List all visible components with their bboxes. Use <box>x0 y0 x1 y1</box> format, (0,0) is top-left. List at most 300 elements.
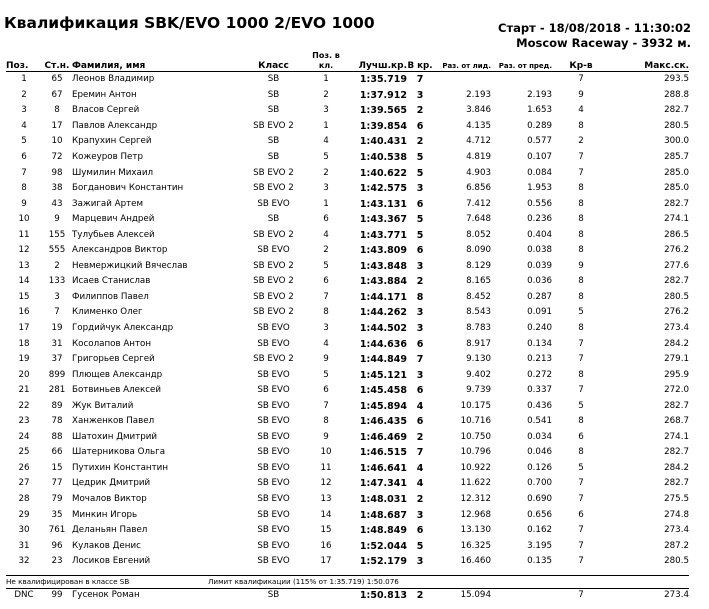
cell-name: Ботвиньев Алексей <box>72 385 161 396</box>
cell-name: Александров Виктор <box>72 245 168 256</box>
col-in-lap: В кр. <box>407 50 433 72</box>
cell-name: Шатерникова Ольга <box>72 447 166 458</box>
cell-best: 1:40.431 <box>359 136 407 148</box>
cell-num: 96 <box>51 540 63 551</box>
start-time: Старт - 18/08/2018 - 11:30:02 <box>498 21 691 35</box>
cell-gap-prev: 0.541 <box>527 416 552 427</box>
cell-max-speed: 282.7 <box>664 447 689 458</box>
cell-best: 1:52.044 <box>359 540 407 552</box>
cell-in-lap: 3 <box>416 369 424 381</box>
cell-best: 1:45.894 <box>359 400 407 412</box>
cell-gap-prev: 2.193 <box>527 89 552 100</box>
cell-best: 1:35.719 <box>359 74 407 86</box>
cell-in-lap: 7 <box>416 74 424 86</box>
cell-gap-prev: 0.656 <box>527 509 552 520</box>
cell-class: SB <box>267 136 280 147</box>
cell-class: SB EVO 2 <box>253 291 294 302</box>
cell-laps: 7 <box>578 494 584 505</box>
cell-gap-leader: 11.622 <box>460 478 491 489</box>
cell-max-speed: 276.2 <box>664 307 689 318</box>
cell-class: SB EVO <box>257 198 290 209</box>
cell-max-speed: 274.1 <box>664 214 689 225</box>
header-row <box>6 50 689 72</box>
cell-best: 1:44.262 <box>359 307 407 319</box>
cell-pos: 13 <box>18 260 30 271</box>
cell-best: 1:46.469 <box>359 431 407 443</box>
cell-best: 1:43.367 <box>359 214 407 226</box>
cell-name: Невмержицкий Вячеслав <box>72 260 188 271</box>
cell-laps: 8 <box>578 291 584 302</box>
cell-pos: 3 <box>21 105 27 116</box>
cell-class-pos: 2 <box>323 245 329 256</box>
cell-class: SB <box>267 152 280 162</box>
cell-in-lap: 2 <box>416 136 424 148</box>
cell-name: Кожеуров Петр <box>72 152 143 162</box>
cell-best: 1:48.031 <box>359 494 407 506</box>
cell-pos: 27 <box>18 478 30 489</box>
cell-pos: 7 <box>21 167 27 178</box>
cell-pos: 5 <box>21 136 27 147</box>
cell-gap-prev: 0.240 <box>527 323 552 334</box>
cell-name: Плющев Александр <box>72 369 163 380</box>
cell-pos: 9 <box>21 198 27 209</box>
cell-num: 37 <box>51 354 63 365</box>
cell-max-speed: 274.1 <box>664 431 689 442</box>
cell-gap-leader: 4.819 <box>466 152 491 162</box>
dnc-table <box>6 587 689 603</box>
cell-laps: 8 <box>578 120 584 131</box>
cell-gap-leader: 8.452 <box>466 291 491 302</box>
cell-class-pos: 1 <box>323 74 329 85</box>
cell-pos: 17 <box>18 323 30 334</box>
cell-class: SB EVO 2 <box>253 307 294 318</box>
cell-num: 23 <box>51 556 63 567</box>
cell-class: SB EVO <box>257 478 290 489</box>
cell-best: 1:44.849 <box>359 354 407 366</box>
result-row <box>6 103 689 119</box>
cell-gap-prev: 0.084 <box>527 167 552 178</box>
cell-in-lap: 5 <box>416 152 424 163</box>
cell-max-speed: 280.5 <box>664 120 689 131</box>
cell-name: Крапухин Сергей <box>72 136 152 147</box>
cell-num: 17 <box>51 120 63 131</box>
cell-gap-prev <box>491 72 552 88</box>
cell-gap-prev: 0.700 <box>527 478 552 489</box>
cell-best: 1:44.171 <box>359 291 407 303</box>
cell-pos: 15 <box>18 291 30 302</box>
cell-class-pos: 7 <box>323 291 329 302</box>
result-row <box>6 321 689 337</box>
cell-pos: 32 <box>18 556 30 567</box>
col-name: Фамилия, имя <box>72 50 242 72</box>
result-row <box>6 336 689 352</box>
cell-class: SB EVO 2 <box>253 183 294 194</box>
cell-best: 1:47.341 <box>359 478 407 490</box>
cell-class-pos: 4 <box>323 338 329 349</box>
cell-best: 1:37.912 <box>359 89 407 101</box>
cell-best: 1:46.435 <box>359 416 407 428</box>
cell-best: 1:40.538 <box>359 152 407 163</box>
result-row <box>6 150 689 166</box>
cell-pos: 18 <box>18 338 30 349</box>
cell-laps: 7 <box>578 525 584 536</box>
cell-in-lap: 6 <box>416 245 424 257</box>
cell-pos: 21 <box>18 385 30 396</box>
cell-num: 79 <box>51 494 63 505</box>
cell-laps: 4 <box>578 105 584 116</box>
result-row <box>6 165 689 181</box>
cell-class-pos: 5 <box>323 369 329 380</box>
cell-in-lap: 4 <box>416 400 424 412</box>
cell-gap-prev: 0.135 <box>527 556 552 567</box>
cell-num: 89 <box>51 400 63 411</box>
cell-num: 98 <box>51 167 63 178</box>
cell-class-pos: 1 <box>323 198 329 209</box>
cell-gap-prev: 0.162 <box>527 525 552 536</box>
result-row <box>6 274 689 290</box>
cell-gap-leader: 9.402 <box>466 369 491 380</box>
cell-gap-prev: 0.213 <box>527 354 552 365</box>
cell-class: SB EVO <box>257 509 290 520</box>
cell-num: 3 <box>54 291 60 302</box>
cell-class: SB EVO <box>257 540 290 551</box>
cell-gap-leader: 9.130 <box>466 354 491 365</box>
cell-max-speed: 293.5 <box>664 74 689 85</box>
result-row <box>6 523 689 539</box>
cell-num: 155 <box>48 229 66 240</box>
cell-num: 19 <box>51 323 63 334</box>
cell-class-pos: 2 <box>323 167 329 178</box>
cell-gap-prev: 0.289 <box>527 120 552 131</box>
cell-name: Деланьян Павел <box>72 525 148 536</box>
cell-class: SB <box>267 105 280 116</box>
cell-laps: 8 <box>578 183 584 194</box>
cell-class: SB EVO 2 <box>253 120 294 131</box>
cell-num: 2 <box>54 260 60 271</box>
cell-max-speed: 287.2 <box>664 540 689 551</box>
cell-in-lap: 5 <box>416 540 424 552</box>
cell-in-lap: 3 <box>416 509 424 521</box>
cell-class: SB EVO 2 <box>253 276 294 287</box>
cell-class: SB <box>267 89 280 100</box>
cell-best: 1:43.848 <box>359 260 407 272</box>
cell-best: 1:44.636 <box>359 338 407 350</box>
col-class: Класс <box>242 50 305 72</box>
not-qualified-note: Не квалифицирован в классе SB <box>6 577 130 586</box>
cell-in-lap: 4 <box>416 478 424 490</box>
cell-class-pos: 5 <box>323 260 329 271</box>
cell-pos: 24 <box>18 431 30 442</box>
cell-num: 38 <box>51 183 63 194</box>
cell-max-speed: 275.5 <box>664 494 689 505</box>
cell-class: SB EVO <box>257 400 290 411</box>
cell-best: 1:43.771 <box>359 229 407 241</box>
col-gap-leader: Раз. от лид. <box>433 50 491 72</box>
cell-best: 1:45.121 <box>359 369 407 381</box>
cell-class-pos: 6 <box>323 276 329 287</box>
cell-gap-leader: 10.716 <box>460 416 491 427</box>
cell-laps: 6 <box>578 431 584 442</box>
cell-gap-leader: 8.165 <box>466 276 491 287</box>
cell-max-speed: 284.2 <box>664 462 689 473</box>
cell-gap-leader: 12.312 <box>460 494 491 505</box>
cell-max-speed: 274.8 <box>664 509 689 520</box>
cell-num: 88 <box>51 431 63 442</box>
cell-class: SB EVO <box>257 447 290 458</box>
cell-max-speed: 282.7 <box>664 105 689 116</box>
cell-pos: 1 <box>21 74 27 85</box>
result-row <box>6 227 689 243</box>
page-title: Квалификация SBK/EVO 1000 2/EVO 1000 <box>4 14 375 32</box>
cell-class-pos: 14 <box>320 509 332 520</box>
cell-pos: 30 <box>18 525 30 536</box>
cell-in-lap: 5 <box>416 167 424 179</box>
cell-name: Кулаков Денис <box>72 540 141 551</box>
cell-best: 1:50.813 <box>359 589 407 601</box>
cell-pos: 2 <box>21 89 27 100</box>
cell-name: Мочалов Виктор <box>72 494 147 505</box>
result-row <box>6 383 689 399</box>
cell-class: SB EVO 2 <box>253 354 294 365</box>
cell-name: Леонов Владимир <box>72 74 155 85</box>
cell-pos: 25 <box>18 447 30 458</box>
cell-laps: 8 <box>578 245 584 256</box>
cell-max-speed: 282.7 <box>664 276 689 287</box>
cell-num: 66 <box>51 447 63 458</box>
cell-class: SB <box>267 74 280 85</box>
cell-name: Минкин Игорь <box>72 509 138 520</box>
cell-gap-prev: 0.046 <box>527 447 552 458</box>
cell-name: Богданович Константин <box>72 183 184 194</box>
cell-laps: 7 <box>578 556 584 567</box>
cell-gap-leader: 8.129 <box>466 260 491 271</box>
cell-laps: 8 <box>578 323 584 334</box>
cell-best: 1:46.515 <box>359 447 407 459</box>
cell-name: Павлов Александр <box>72 120 158 131</box>
cell-gap-prev: 0.034 <box>527 431 552 442</box>
cell-pos: 12 <box>18 245 30 256</box>
cell-max-speed: 282.7 <box>664 198 689 209</box>
cell-class: SB EVO <box>257 323 290 334</box>
result-row <box>6 259 689 275</box>
cell-in-lap: 2 <box>416 276 424 288</box>
result-row <box>6 305 689 321</box>
cell-gap-prev: 0.404 <box>527 229 552 240</box>
cell-laps: 8 <box>578 214 584 225</box>
cell-class: SB EVO <box>257 416 290 427</box>
cell-max-speed: 280.5 <box>664 556 689 567</box>
cell-class: SB EVO <box>257 462 290 473</box>
cell-best: 1:43.131 <box>359 198 407 210</box>
cell-max-speed: 276.2 <box>664 245 689 256</box>
cell-class-pos: 4 <box>323 136 329 147</box>
cell-num: 8 <box>54 105 60 116</box>
cell-gap-leader: 8.783 <box>466 323 491 334</box>
cell-class-pos <box>305 587 347 603</box>
cell-name: Жук Виталий <box>72 400 134 411</box>
cell-class-pos: 9 <box>323 354 329 365</box>
cell-num: 35 <box>51 509 63 520</box>
cell-laps: 9 <box>578 89 584 100</box>
cell-num: 9 <box>54 214 60 225</box>
col-pos: Поз. <box>6 50 42 72</box>
result-row <box>6 243 689 259</box>
result-row <box>6 367 689 383</box>
cell-laps: 7 <box>578 152 584 162</box>
cell-max-speed: 300.0 <box>664 136 689 147</box>
cell-max-speed: 279.1 <box>664 354 689 365</box>
cell-gap-leader: 4.903 <box>466 167 491 178</box>
cell-class: SB EVO <box>257 525 290 536</box>
cell-pos: 29 <box>18 509 30 520</box>
cell-gap-prev: 0.556 <box>527 198 552 209</box>
cell-num: 761 <box>48 525 66 536</box>
cell-max-speed: 272.0 <box>664 385 689 396</box>
cell-name: Григорьев Сергей <box>72 354 155 365</box>
cell-max-speed: 268.7 <box>664 416 689 427</box>
cell-laps: 9 <box>578 260 584 271</box>
cell-in-lap: 6 <box>416 198 424 210</box>
cell-in-lap: 7 <box>416 354 424 366</box>
cell-num: 99 <box>51 589 63 600</box>
cell-pos: 19 <box>18 354 30 365</box>
cell-num: 133 <box>48 276 66 287</box>
result-row <box>6 445 689 461</box>
result-row <box>6 538 689 554</box>
cell-num: 31 <box>51 338 63 349</box>
cell-laps: 7 <box>578 167 584 178</box>
cell-in-lap: 3 <box>416 183 424 195</box>
cell-gap-leader: 15.094 <box>460 589 491 600</box>
cell-laps: 5 <box>578 400 584 411</box>
col-best: Лучш.кр. <box>347 50 407 72</box>
cell-gap-leader: 8.052 <box>466 229 491 240</box>
cell-max-speed: 282.7 <box>664 478 689 489</box>
cell-class-pos: 13 <box>320 494 332 505</box>
cell-gap-leader: 6.856 <box>466 183 491 194</box>
cell-pos: DNC <box>14 589 34 600</box>
cell-in-lap: 3 <box>416 307 424 319</box>
cell-best: 1:42.575 <box>359 183 407 195</box>
result-row <box>6 461 689 477</box>
cell-gap-prev: 0.690 <box>527 494 552 505</box>
cell-in-lap: 3 <box>416 260 424 272</box>
cell-class-pos: 6 <box>323 214 329 225</box>
cell-laps: 8 <box>578 229 584 240</box>
cell-gap-prev: 0.134 <box>527 338 552 349</box>
cell-gap-leader: 4.135 <box>466 120 491 131</box>
cell-pos: 20 <box>18 369 30 380</box>
cell-laps: 7 <box>578 478 584 489</box>
cell-gap-prev: 1.953 <box>527 183 552 194</box>
cell-best: 1:48.687 <box>359 509 407 521</box>
cell-class: SB <box>267 214 280 225</box>
cell-gap-prev: 0.577 <box>527 136 552 147</box>
cell-laps: 5 <box>578 307 584 318</box>
cell-class: SB EVO 2 <box>253 167 294 178</box>
cell-class-pos: 9 <box>323 431 329 442</box>
result-row <box>6 352 689 368</box>
col-gap-prev: Раз. от пред. <box>491 50 552 72</box>
cell-gap-prev: 0.236 <box>527 214 552 225</box>
result-row <box>6 398 689 414</box>
cell-name: Шумилин Михаил <box>72 167 154 178</box>
cell-num: 43 <box>51 198 63 209</box>
cell-name: Шатохин Дмитрий <box>72 431 158 442</box>
cell-max-speed: 273.4 <box>664 323 689 334</box>
cell-max-speed: 285.0 <box>664 167 689 178</box>
cell-pos: 4 <box>21 120 27 131</box>
cell-in-lap: 2 <box>416 431 424 443</box>
cell-gap-prev: 1.653 <box>527 105 552 116</box>
cell-in-lap: 6 <box>416 120 424 132</box>
cell-gap-leader <box>433 72 491 88</box>
cell-laps: 7 <box>578 385 584 396</box>
result-row <box>6 476 689 492</box>
cell-num: 10 <box>51 136 63 147</box>
cell-class-pos: 11 <box>320 462 332 473</box>
result-row <box>6 507 689 523</box>
cell-class: SB EVO <box>257 431 290 442</box>
cell-pos: 10 <box>18 214 30 225</box>
cell-in-lap: 3 <box>416 556 424 568</box>
result-row <box>6 290 689 306</box>
result-row <box>6 430 689 446</box>
cell-class: SB EVO <box>257 369 290 380</box>
cell-name: Лосиков Евгений <box>72 556 151 567</box>
cell-gap-leader: 12.968 <box>460 509 491 520</box>
cell-max-speed: 284.2 <box>664 338 689 349</box>
cell-max-speed: 295.9 <box>664 369 689 380</box>
cell-name: Зажигай Артем <box>72 198 144 209</box>
cell-in-lap: 2 <box>416 105 424 117</box>
cell-pos: 6 <box>21 152 27 162</box>
cell-gap-leader: 8.543 <box>466 307 491 318</box>
cell-gap-leader: 4.712 <box>466 136 491 147</box>
cell-laps: 7 <box>578 589 584 600</box>
cell-class: SB EVO 2 <box>253 260 294 271</box>
session-info <box>498 21 691 51</box>
cell-laps: 2 <box>578 136 584 147</box>
result-row <box>6 414 689 430</box>
cell-in-lap: 5 <box>416 229 424 241</box>
col-num: Ст.н. <box>42 50 72 72</box>
cell-in-lap: 6 <box>416 525 424 537</box>
cell-gap-leader: 16.460 <box>460 556 491 567</box>
cell-class-pos: 3 <box>323 323 329 334</box>
cell-max-speed: 288.8 <box>664 89 689 100</box>
cell-name: Тулубьев Алексей <box>72 229 155 240</box>
cell-name: Власов Сергей <box>72 105 140 116</box>
cell-class: SB EVO <box>257 338 290 349</box>
cell-class-pos: 17 <box>320 556 332 567</box>
cell-num: 555 <box>48 245 66 256</box>
cell-best: 1:45.458 <box>359 385 407 397</box>
cell-in-lap: 5 <box>416 214 424 226</box>
cell-class-pos: 3 <box>323 183 329 194</box>
cell-num: 78 <box>51 416 63 427</box>
cell-num: 7 <box>54 307 60 318</box>
cell-num: 72 <box>51 152 63 162</box>
dnc-row <box>6 587 689 603</box>
cell-pos: 31 <box>18 540 30 551</box>
cell-gap-prev: 0.126 <box>527 462 552 473</box>
cell-num: 899 <box>48 369 66 380</box>
cell-pos: 23 <box>18 416 30 427</box>
cell-num: 15 <box>51 462 63 473</box>
cell-best: 1:46.641 <box>359 462 407 474</box>
cell-class-pos: 2 <box>323 89 329 100</box>
